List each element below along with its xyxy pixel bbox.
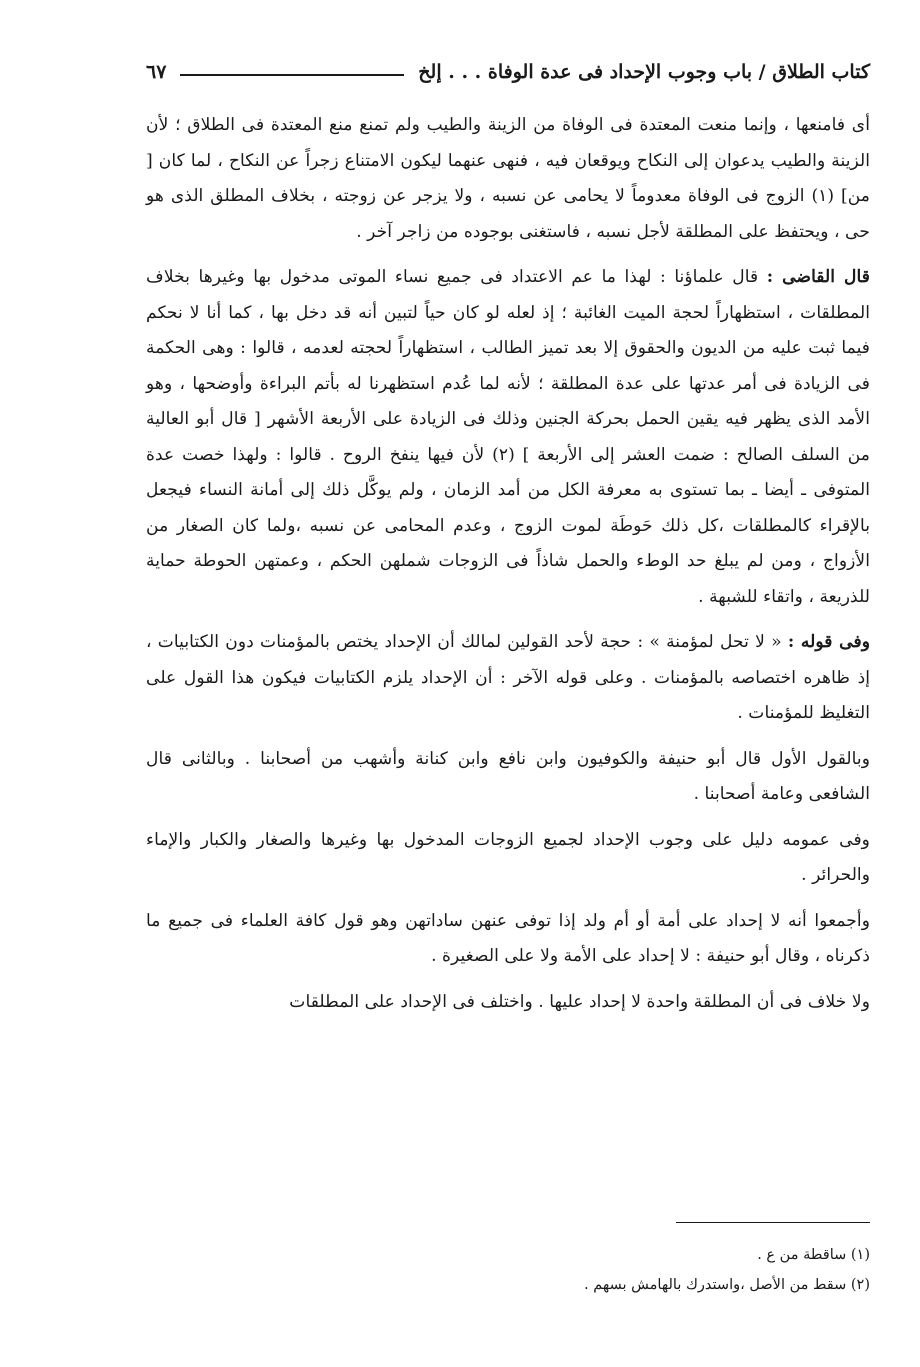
- page-number: ٦٧: [146, 61, 167, 83]
- paragraph: [146, 625, 870, 732]
- footnote-separator: [676, 1222, 870, 1223]
- paragraph: [146, 985, 870, 1021]
- paragraph-text: قال علماؤنا : لهذا ما عم الاعتداد فى جميع نساء الموتى مدخول بها وغيرها بخلاف المطلقات ، استظهاراً لحجة الميت الغائبة ؛ إذ لعله لو كان حياً لتبين أنه قد دخل بها ، كما أنا لا نحكم فيما ثبت عليه من الديون والحقوق إلا بعد تميز الطالب ، استظهاراً لحجته لعدمه ، قالوا : وهى الحكمة فى الزيادة فى أمر عدتها على عدة المطلقة ؛ لأنه لما عُدم استظهرنا له بأتم البراءة وأوضحها ، وهو الأمد الذى يظهر فيه يقين الحمل بحركة الجنين وذلك فى الزيادة على الأربعة الأشهر [ قال أبو العالية من السلف الصالح : ضمت العشر إلى الأربعة ] (٢) لأن فيها ينفخ الروح . قالوا : ولهذا خصت عدة المتوفى ـ أيضا ـ بما تستوى به معرفة الكل من أمد الزمان ، ولم يوكَّل ذلك إلى أمانة النساء فيجعل بالإقراء كالمطلقات ،كل ذلك حَوطَة لموت الزوج ، وعدم المحامى عن نسبه ،ولما كان الصغار من الأزواج ، ومن لم يبلغ حد الوطء والحمل شاذاً فى الزوجات شملهن الحكم ، وعمتهن الحوطة حماية للذريعة ، واتقاء للشبهة .: [146, 267, 870, 607]
- paragraph: [146, 823, 870, 894]
- paragraph: [146, 904, 870, 975]
- running-header: [146, 52, 870, 92]
- footnote: (٢) سقط من الأصل ،واستدرك بالهامش بسهم .: [584, 1277, 870, 1293]
- header-rule: [180, 74, 404, 76]
- paragraph-text: « لا تحل لمؤمنة » : حجة لأحد القولين لمالك أن الإحداد يختص بالمؤمنات دون الكتابيات ، إذ ظاهره اختصاصه بالمؤمنات . وعلى قوله الآخر : أن الإحداد يلزم الكتابيات فيكون هذا القول على التغليظ للمؤمنات .: [146, 632, 870, 723]
- paragraph-text: وفى عمومه دليل على وجوب الإحداد لجميع الزوجات المدخول بها وغيرها والصغار والكبار والإماء والحرائر .: [146, 829, 870, 885]
- paragraph-text: وبالقول الأول قال أبو حنيفة والكوفيون وابن نافع وابن كنانة وأشهب من أصحابنا . وبالثانى قال الشافعى وعامة أصحابنا .: [146, 748, 870, 804]
- paragraph: [146, 260, 870, 615]
- paragraph-text: ولا خلاف فى أن المطلقة واحدة لا إحداد عليها . واختلف فى الإحداد على المطلقات: [289, 991, 870, 1012]
- paragraph-lead: قال القاضى :: [766, 267, 870, 287]
- paragraph-text: وأجمعوا أنه لا إحداد على أمة أو أم ولد إذا توفى عنهن ساداتهن وهو قول كافة العلماء فى جميع ما ذكرناه ، وقال أبو حنيفة : لا إحداد على الأمة ولا على الصغيرة .: [146, 910, 870, 966]
- paragraph: [146, 742, 870, 813]
- paragraph: [146, 108, 870, 250]
- paragraph-lead: وفى قوله :: [787, 632, 870, 652]
- paragraph-text: أى فامنعها ، وإنما منعت المعتدة فى الوفاة من الزينة والطيب ولم تمنع منع المعتدة فى الطلاق ؛ لأن الزينة والطيب يدعوان إلى النكاح ويوقعان فيه ، فنهى عنهما ليكون الامتناع زجراً عن النكاح ، لما كان [ من] (١) الزوج فى الوفاة معدوماً لا يحامى عن نسبه ، ولا يزجر عن زوجته ، بخلاف المطلق الذى هو حى ، ويحتفظ على المطلقة لأجل نسبه ، فاستغنى بوجوده من زاجر آخر .: [146, 115, 871, 242]
- header-title: كتاب الطلاق / باب وجوب الإحداد فى عدة الوفاة . . . إلخ: [418, 61, 870, 83]
- main-text: [146, 108, 870, 1030]
- footnote: (١) ساقطة من ع .: [757, 1247, 870, 1263]
- footnotes: [146, 1240, 870, 1300]
